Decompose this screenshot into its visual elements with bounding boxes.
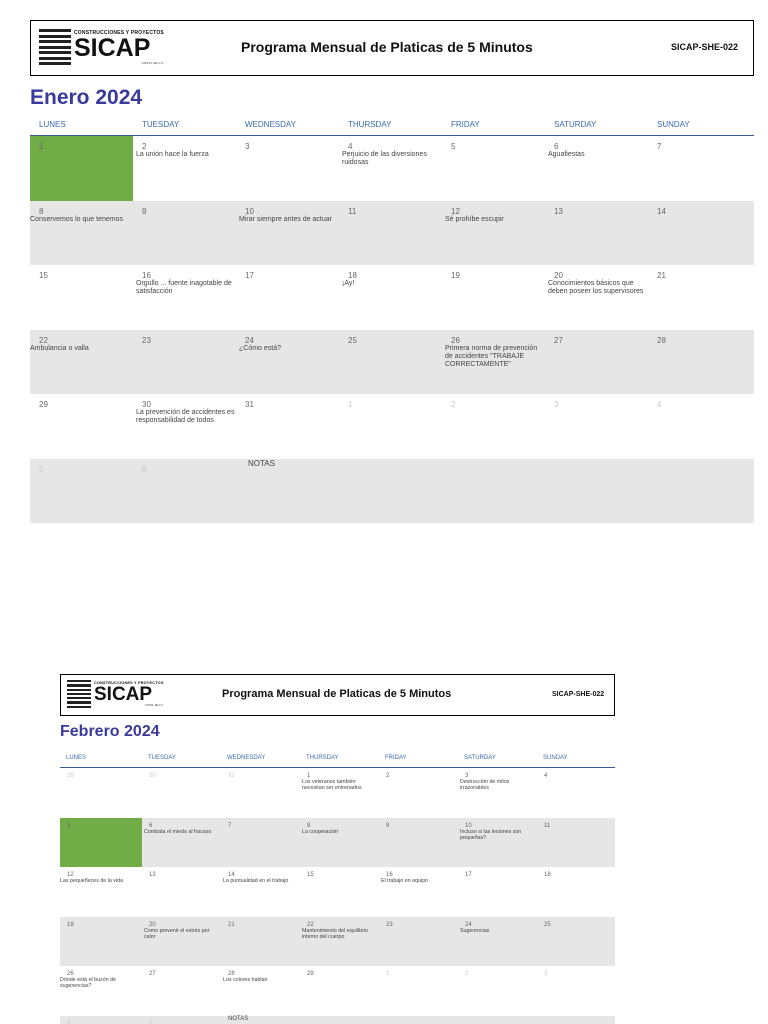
day-number: 26 [451,335,460,345]
day-number: 7 [228,822,232,829]
company-logo [39,29,164,65]
day-number: 25 [544,921,551,928]
talk-topic: El trabajo en equipo [381,878,429,884]
calendar-day-cell [300,768,379,818]
calendar-day-cell [442,136,545,201]
calendar-day-cell [30,201,133,266]
calendar-day-cell [545,394,648,459]
month-title: Enero 2024 [30,86,143,109]
calendar-week-row [60,768,615,818]
talk-topic: Dónde está el buzón de sugerencias? [60,977,116,990]
day-number: 8 [39,206,44,216]
talk-topic: Los colores hablan [223,977,268,983]
day-number: 2 [465,971,469,977]
talk-topic: Primera norma de prevención de accidentes "TRABAJE CORRECTAMENTE" [445,344,538,368]
day-number: 1 [386,971,390,977]
calendar-week-row [60,917,615,967]
document-title: Programa Mensual de Platicas de 5 Minutos [222,688,452,700]
calendar-day-cell [300,818,379,868]
calendar-day-cell [537,818,615,868]
calendar-day-cell [30,136,133,201]
calendar-day-cell [30,459,133,524]
day-number: 5 [67,822,71,829]
weekday-label: SATURDAY [464,755,496,761]
calendar-day-cell [537,867,615,917]
talk-topic: La unión hace la fuerza [136,151,209,158]
talk-topic: Orgullo ... fuente inagotable de satisfacción [136,280,232,296]
calendar-day-cell [442,330,545,395]
day-number: 9 [142,206,147,216]
calendar-day-cell [142,768,221,818]
weekday-label: LUNES [66,755,87,761]
day-number: 27 [149,971,156,977]
calendar-week-row [30,136,754,201]
calendar-day-cell [648,394,751,459]
weekday-label: WEDNESDAY [245,120,296,129]
day-number: 24 [245,335,254,345]
weekday-label: SUNDAY [543,755,568,761]
day-number: 3 [554,400,559,409]
calendar-day-cell [133,201,236,266]
calendar-week-row [30,201,754,266]
building-icon [67,680,91,708]
calendar-day-cell [379,768,458,818]
notes-row [30,459,754,524]
calendar-day-cell [545,201,648,266]
calendar-day-cell [339,265,442,330]
calendar-day-cell [142,867,221,917]
calendar-week-row [60,818,615,868]
day-number: 24 [465,921,472,928]
day-number: 6 [554,142,559,151]
day-number: 22 [39,335,48,345]
day-number: 12 [67,872,74,878]
calendar-day-cell [60,917,142,967]
calendar-day-cell [30,265,133,330]
day-number: 31 [228,773,235,779]
weekday-label: WEDNESDAY [227,755,266,761]
day-number: 4 [348,142,353,151]
calendar-day-cell [236,394,339,459]
talk-topic: Perjuicio de las diversiones ruidosas [342,151,427,167]
day-number: 1 [307,773,311,779]
calendar-grid [30,136,754,523]
logo-tagline: CONSTRUCCIONES Y PROYECTOS [74,29,164,36]
day-number: 19 [451,271,460,280]
talk-topic: La prevención de accidentes es responsabilidad de todos [136,409,235,425]
day-number: 18 [348,271,357,280]
calendar-day-cell [221,867,300,917]
day-number: 10 [465,822,472,829]
day-number: 19 [67,921,74,928]
day-number: 13 [149,872,156,878]
calendar-day-cell [442,394,545,459]
calendar-day-cell [142,818,221,868]
calendar-day-cell [60,1016,142,1024]
talk-topic: Conservemos lo que tenemos [30,215,123,223]
document-header [60,674,615,716]
calendar-week-row [60,966,615,1016]
calendar-day-cell [339,394,442,459]
calendar-day-cell [133,394,236,459]
notes-label: NOTAS [248,458,275,468]
day-number: 2 [386,773,390,779]
talk-topic: La cooperación [302,828,339,835]
notes-label: NOTAS [228,1015,249,1022]
day-number: 3 [465,773,469,779]
talk-topic: Como prevenir el estrés por calor [144,927,210,940]
calendar-day-cell [300,917,379,967]
talk-topic: Combata el miedo al fracaso [144,828,212,835]
day-number: 11 [544,822,551,829]
calendar-week-row [60,867,615,917]
calendar-day-cell [648,201,751,266]
calendar-day-cell [142,917,221,967]
day-number: 5 [149,1020,153,1024]
day-number: 1 [39,142,44,151]
talk-topic: Sugerencias [460,927,490,934]
document-code: SICAP-SHE-022 [671,42,739,52]
day-number: 7 [657,142,662,151]
day-number: 25 [348,335,357,345]
day-number: 29 [39,400,48,409]
month-title: Febrero 2024 [60,723,160,740]
notes-row [60,1016,615,1024]
talk-topic: La puntualidad en el trabajo [223,878,289,884]
day-number: 30 [142,400,151,409]
talk-topic: Los veteranos también necesitan ser entrenados [302,779,362,792]
day-number: 28 [657,335,666,345]
day-number: 28 [228,971,235,977]
day-number: 4 [67,1020,71,1024]
day-number: 2 [142,142,147,151]
talk-topic: Mirar siempre antes de actuar [239,215,332,223]
logo-subtext: COSTA, DE C.V. [141,60,164,65]
day-number: 4 [544,773,548,779]
calendar-day-cell [379,917,458,967]
day-number: 14 [228,872,235,878]
calendar-day-cell [236,136,339,201]
calendar-day-cell [236,265,339,330]
talk-topic: Mantenimiento del equilibrio interno del cuerpo [302,927,368,940]
calendar-day-cell [545,330,648,395]
weekday-label: TUESDAY [142,120,180,129]
calendar-day-cell [60,966,142,1016]
talk-topic: Conocimientos básicos que deben poseer los supervisores [548,280,644,296]
calendar-sheet-february [60,674,615,1024]
logo-wordmark: SICAP [74,33,151,62]
logo-tagline: CONSTRUCCIONES Y PROYECTOS [94,681,164,685]
calendar-day-cell [236,330,339,395]
calendar-sheet-january [30,20,754,523]
calendar-week-row [30,265,754,330]
day-number: 29 [67,773,74,779]
day-number: 18 [544,872,551,878]
calendar-day-cell [458,966,537,1016]
weekday-label: LUNES [39,120,66,129]
day-number: 12 [451,206,460,216]
calendar-day-cell [537,966,615,1016]
calendar-grid [60,768,615,1024]
talk-topic: Ambulancia o valla [30,344,89,352]
calendar-day-cell [60,818,142,868]
day-number: 5 [451,142,456,151]
day-number: 23 [386,921,393,928]
calendar-day-cell [537,917,615,967]
talk-topic: ¡Ay! [342,280,355,287]
day-number: 26 [67,971,74,977]
document-code: SICAP-SHE-022 [552,691,605,698]
day-number: 3 [245,142,250,151]
day-number: 1 [348,400,353,409]
calendar-day-cell [648,265,751,330]
calendar-day-cell [60,867,142,917]
day-number: 20 [149,921,156,928]
calendar-day-cell [458,768,537,818]
logo-subtext: COSTA, DE C.V. [144,704,164,707]
calendar-day-cell [60,768,142,818]
weekday-header [60,755,615,768]
calendar-day-cell [442,201,545,266]
weekday-label: FRIDAY [385,755,407,761]
weekday-label: SATURDAY [554,120,597,129]
calendar-day-cell [442,265,545,330]
calendar-day-cell [30,330,133,395]
calendar-day-cell [142,1016,221,1024]
calendar-day-cell [379,966,458,1016]
calendar-day-cell [30,394,133,459]
day-number: 15 [39,271,48,280]
day-number: 16 [386,872,393,878]
talk-topic: Destrucción de mitos irrazonables [460,779,510,792]
day-number: 10 [245,206,254,216]
calendar-day-cell [339,136,442,201]
talk-topic: ¿Cómo está? [239,344,282,352]
day-number: 15 [307,872,314,878]
calendar-day-cell [648,330,751,395]
logo-wordmark: SICAP [94,684,153,705]
calendar-day-cell [221,768,300,818]
calendar-day-cell [339,201,442,266]
calendar-day-cell [300,867,379,917]
calendar-day-cell [236,201,339,266]
day-number: 6 [142,464,147,474]
talk-topic: Las pequeñeces de la vida [60,878,124,884]
day-number: 5 [39,464,44,474]
day-number: 16 [142,271,151,280]
day-number: 27 [554,335,563,345]
calendar-day-cell [648,136,751,201]
day-number: 13 [554,206,563,216]
document-title: Programa Mensual de Platicas de 5 Minutos [241,39,533,55]
building-icon [39,29,71,65]
weekday-label: TUESDAY [148,755,176,761]
calendar-day-cell [133,136,236,201]
talk-topic: Incluso si las lesiones son pequeñas? [460,828,522,841]
weekday-label: THURSDAY [306,755,339,761]
talk-topic: Sé prohíbe escupir [445,215,504,223]
weekday-header [30,120,754,136]
day-number: 11 [348,206,357,216]
day-number: 17 [465,872,472,878]
calendar-day-cell [221,818,300,868]
day-number: 31 [245,400,254,409]
calendar-day-cell [300,966,379,1016]
calendar-day-cell [458,818,537,868]
day-number: 30 [149,773,156,779]
calendar-day-cell [545,136,648,201]
day-number: 6 [149,822,153,829]
calendar-day-cell [458,867,537,917]
calendar-day-cell [221,917,300,967]
day-number: 17 [245,271,254,280]
weekday-label: FRIDAY [451,120,480,129]
document-header [30,20,754,76]
weekday-label: SUNDAY [657,120,690,129]
calendar-day-cell [133,265,236,330]
weekday-label: THURSDAY [348,120,392,129]
day-number: 8 [307,822,311,829]
calendar-day-cell [133,459,236,524]
calendar-day-cell [545,265,648,330]
day-number: 2 [451,400,456,409]
day-number: 4 [657,400,662,409]
day-number: 3 [544,971,548,977]
calendar-week-row [30,394,754,459]
calendar-day-cell [379,818,458,868]
day-number: 22 [307,921,314,928]
calendar-day-cell [339,330,442,395]
company-logo [67,680,164,708]
calendar-day-cell [142,966,221,1016]
day-number: 23 [142,335,151,345]
day-number: 29 [307,971,314,977]
calendar-day-cell [537,768,615,818]
day-number: 21 [228,921,235,928]
calendar-day-cell [458,917,537,967]
talk-topic: Aguafiestas [548,151,585,158]
day-number: 14 [657,206,666,216]
day-number: 9 [386,822,390,829]
calendar-week-row [30,330,754,395]
day-number: 20 [554,271,563,280]
day-number: 21 [657,271,666,280]
calendar-day-cell [133,330,236,395]
calendar-day-cell [379,867,458,917]
calendar-day-cell [221,966,300,1016]
